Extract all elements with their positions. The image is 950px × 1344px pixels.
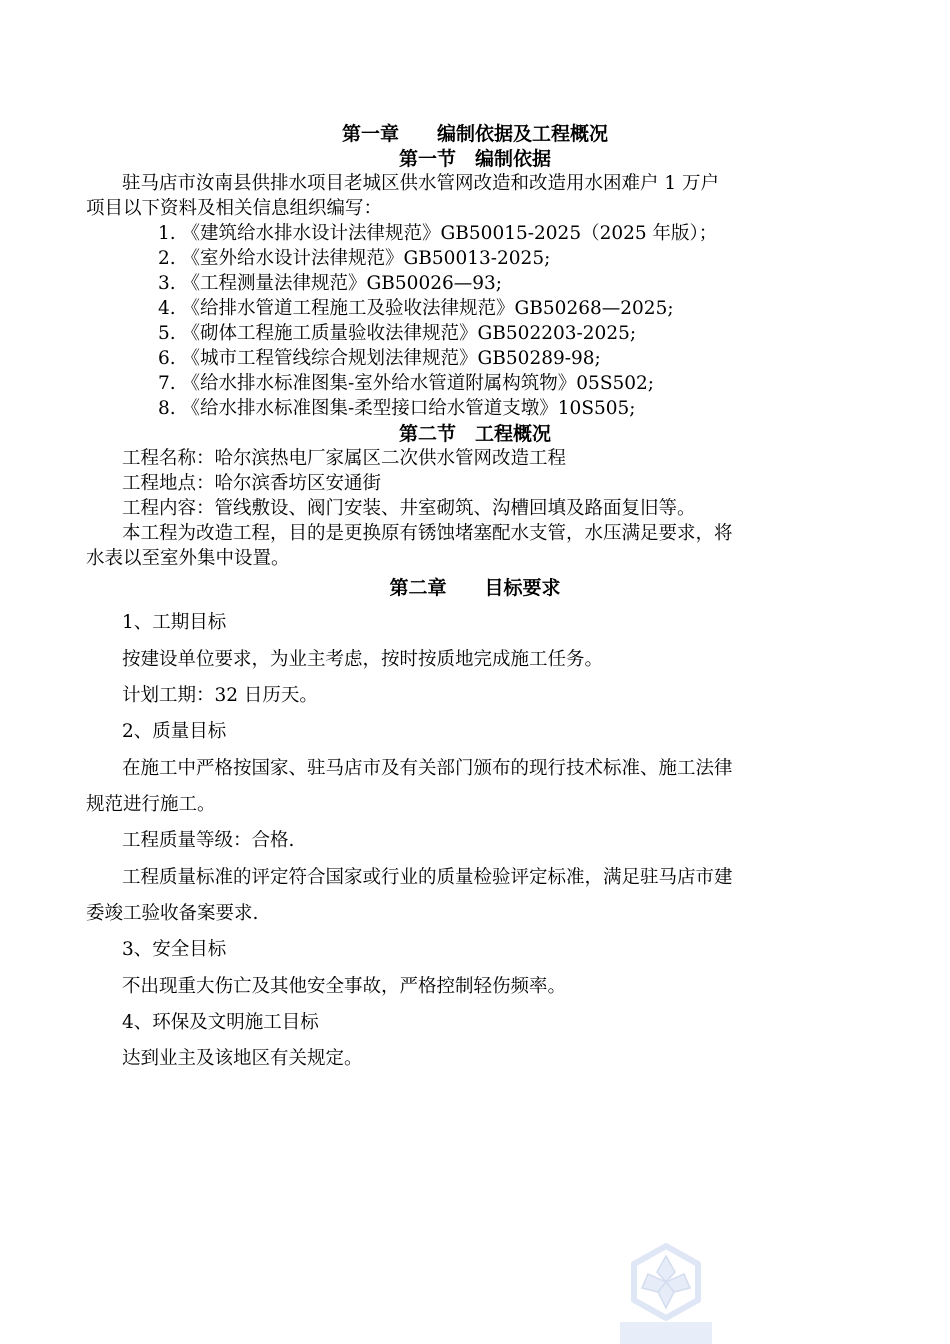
goal-4-title: 4、环保及文明施工目标 <box>122 1012 319 1033</box>
goal-2-text-1-line-2: 规范进行施工。 <box>86 794 216 815</box>
goal-2-text-1-line-1: 在施工中严格按国家、驻马店市及有关部门颁布的现行技术标准、施工法律 <box>122 758 733 779</box>
project-description-line-2: 水表以至室外集中设置。 <box>86 548 290 569</box>
reference-item: 8. 《给水排水标准图集-柔型接口给水管道支墩》10S505; <box>158 398 636 419</box>
goal-1-text-2: 计划工期：32 日历天。 <box>122 685 318 706</box>
reference-item: 2. 《室外给水设计法律规范》GB50013-2025; <box>158 248 551 269</box>
reference-item: 7. 《给水排水标准图集-室外给水管道附属构筑物》05S502; <box>158 373 655 394</box>
goal-2-text-2: 工程质量等级：合格. <box>122 830 295 851</box>
reference-item: 6. 《城市工程管线综合规划法律规范》GB50289-98; <box>158 348 601 369</box>
snowflake-logo-icon <box>612 1238 720 1344</box>
intro-line-1: 驻马店市汝南县供排水项目老城区供水管网改造和改造用水困难户 1 万户 <box>122 173 720 194</box>
goal-1-title: 1、工期目标 <box>122 612 227 633</box>
reference-item: 3. 《工程测量法律规范》GB50026—93; <box>158 273 503 294</box>
reference-item: 1. 《建筑给水排水设计法律规范》GB50015-2025（2025 年版）； <box>158 223 718 244</box>
reference-item: 5. 《砌体工程施工质量验收法律规范》GB502203-2025; <box>158 323 637 344</box>
section1-title: 第一节 编制依据 <box>398 148 551 170</box>
goal-3-text: 不出现重大伤亡及其他安全事故，严格控制轻伤频率。 <box>122 976 567 997</box>
project-description-line-1: 本工程为改造工程，目的是更换原有锈蚀堵塞配水支管，水压满足要求，将 <box>122 523 733 544</box>
project-location: 工程地点：哈尔滨香坊区安通街 <box>122 473 382 494</box>
goal-4-text: 达到业主及该地区有关规定。 <box>122 1048 363 1069</box>
goal-2-text-3-line-2: 委竣工验收备案要求. <box>86 903 259 924</box>
goal-1-text-1: 按建设单位要求，为业主考虑，按时按质地完成施工任务。 <box>122 649 604 670</box>
goal-3-title: 3、安全目标 <box>122 939 227 960</box>
section2-title: 第二节 工程概况 <box>398 423 551 445</box>
reference-item: 4. 《给排水管道工程施工及验收法律规范》GB50268—2025; <box>158 298 674 319</box>
project-content: 工程内容：管线敷设、阀门安装、井室砌筑、沟槽回填及路面复旧等。 <box>122 498 696 519</box>
goal-2-title: 2、质量目标 <box>122 721 227 742</box>
project-name: 工程名称：哈尔滨热电厂家属区二次供水管网改造工程 <box>122 448 567 469</box>
goal-2-text-3-line-1: 工程质量标准的评定符合国家或行业的质量检验评定标准，满足驻马店市建 <box>122 867 733 888</box>
intro-line-2: 项目以下资料及相关信息组织编写： <box>86 198 383 219</box>
chapter1-title: 第一章 编制依据及工程概况 <box>341 123 608 145</box>
chapter2-title: 第二章 目标要求 <box>389 577 561 599</box>
